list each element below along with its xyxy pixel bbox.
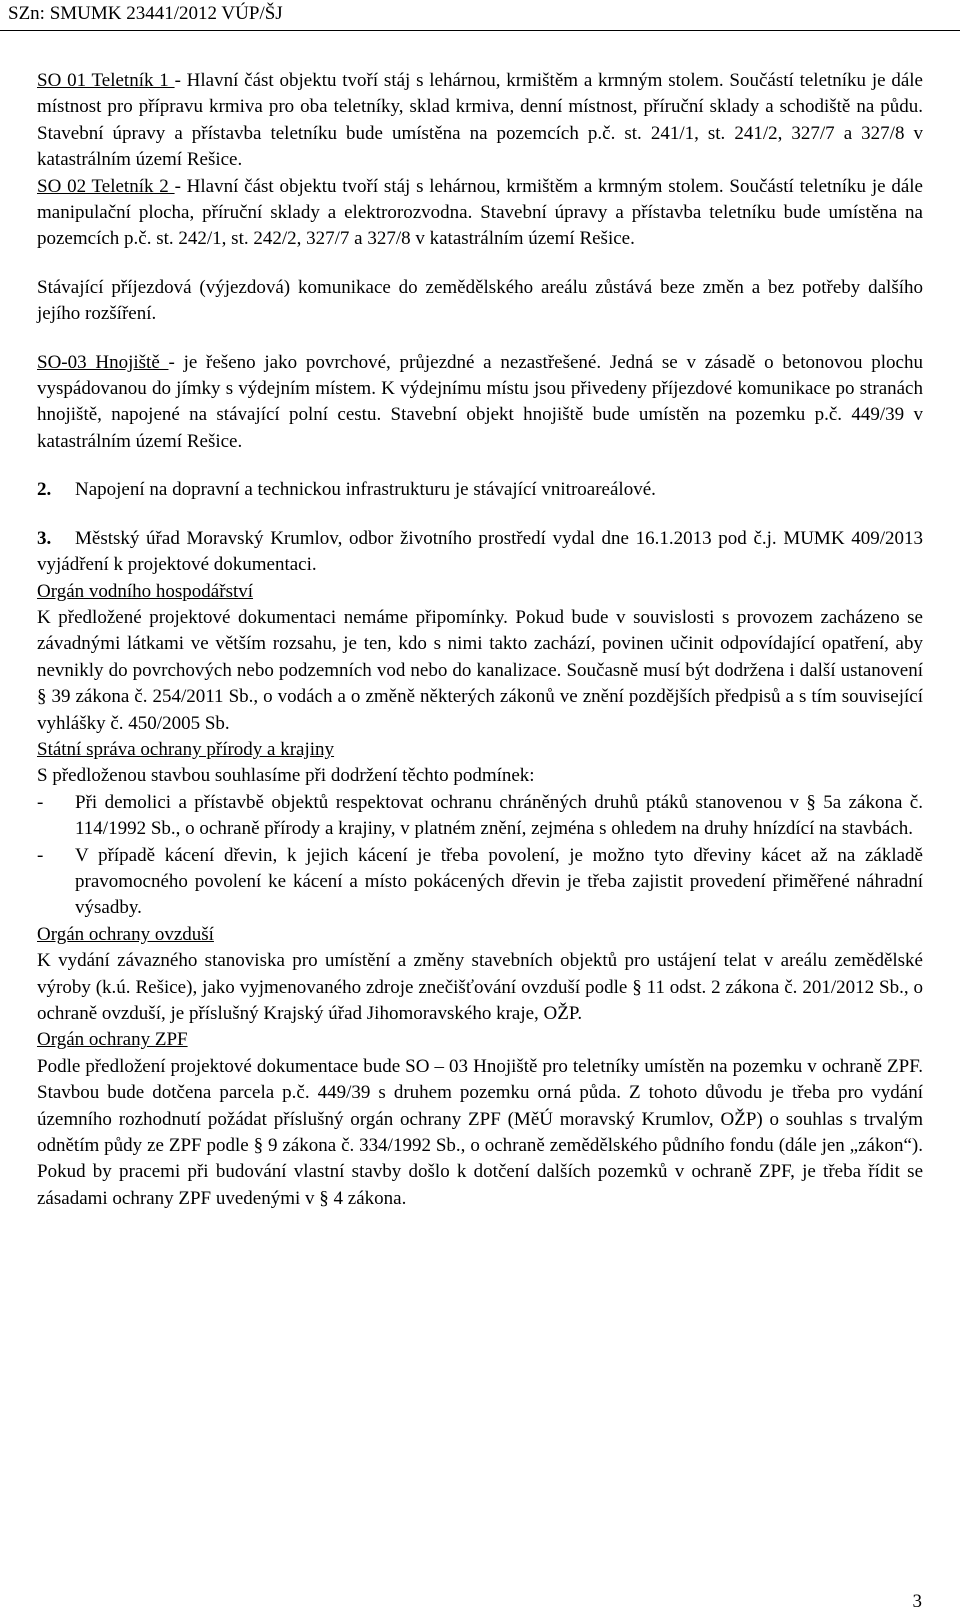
item-3	[37, 526, 923, 579]
air-heading: Orgán ochrany ovzduší	[37, 923, 214, 945]
water-text: K předložené projektové dokumentaci nemáme připomínky. Pokud bude v souvislosti s provozem zacházeno se závadnými látkami ve větším rozsahu, je ten, kdo s nimi takto zachází, povinen učinit odpovídající opatření, aby nevnikly do povrchových nebo podzemních vod nebo do kanalizace. Současně musí být dodržena i další ustanovení § 39 zákona č. 254/2011 Sb., o vodách a o změně některých zákonů ve znění pozdějších předpisů a s tím související vyhlášky č. 450/2005 Sb.	[37, 606, 923, 734]
nature-condition-1	[37, 790, 923, 843]
nature-condition-2	[37, 843, 923, 922]
zpf-text: Podle předložení projektové dokumentace bude SO – 03 Hnojiště pro teletníky umístěn na pozemku v ochraně ZPF. Stavbou bude dotčena parcela p.č. 449/39 s druhem pozemku orná půda. Z tohoto důvodu je třeba pro vydání územního rozhodnutí požádat příslušný orgán ochrany ZPF (MěÚ moravský Krumlov, OŽP) o souhlas s trvalým odnětím půdy ze ZPF podle § 9 zákona č. 334/1992 Sb., o ochraně zemědělského půdního fondu (dále jen „zákon“). Pokud by pracemi při budování vlastní stavby došlo k dotčení dalších pozemků v ochraně ZPF, je třeba řídit se zásadami ochrany ZPF uvedenými v § 4 zákona.	[37, 1055, 923, 1209]
so02-title: SO 02 Teletník 2	[37, 175, 175, 197]
nature-condition-1-text: Při demolici a přístavbě objektů respektovat ochranu chráněných druhů ptáků stanovenou v § 5a zákona č. 114/1992 Sb., o ochraně přírody a krajiny, v platném znění, zejména s ohledem na druhy hnízdící na stavbách.	[75, 791, 923, 840]
nature-condition-2-text: V případě kácení dřevin, k jejich kácení je třeba povolení, je možno tyto dřeviny kácet až na základě pravomocného povolení ke kácení a místo pokácených dřevin je třeba zajistit provedení přiměřené náhradní výsadby.	[75, 844, 923, 919]
dash-marker: -	[37, 844, 44, 866]
nature-intro: S předloženou stavbou souhlasíme při dodržení těchto podmínek:	[37, 765, 535, 787]
item-3-text: Městský úřad Moravský Krumlov, odbor životního prostředí vydal dne 16.1.2013 pod č.j. MUMK 409/2013 vyjádření k projektové dokumentaci.	[37, 527, 923, 576]
so03-paragraph	[37, 350, 923, 456]
document-body	[37, 68, 923, 1212]
so01-title: SO 01 Teletník 1	[37, 70, 175, 91]
so02-text: - Hlavní část objektu tvoří stáj s lehárnou, krmištěm a krmným stolem. Součástí teletníku je dále manipulační plocha, příruční sklady a elektrorozvodna. Stavební úpravy a přístavba teletníku bude umístěna na pozemcích p.č. st. 242/1, st. 242/2, 327/7 a 327/8 v katastrálním území Rešice.	[37, 175, 923, 250]
nature-heading: Státní správa ochrany přírody a krajiny	[37, 738, 335, 760]
so02-paragraph	[37, 174, 923, 253]
so03-text: - je řešeno jako povrchové, průjezdné a nezastřešené. Jedná se v zásadě o betonovou plochu vyspádovanou do jímky s výdejním místem. K výdejnímu místu jsou přivedeny příjezdové komunikace po stranách hnojiště, napojené na stávající polní cestu. Stavební objekt hnojiště bude umístěn na pozemku p.č. 449/39 v katastrálním území Rešice.	[37, 351, 923, 452]
water-heading: Orgán vodního hospodářství	[37, 580, 254, 602]
page-number: 3	[912, 1591, 922, 1612]
item-2-text: Napojení na dopravní a technickou infrastrukturu je stávající vnitroareálové.	[75, 479, 656, 501]
access-road-paragraph: Stávající příjezdová (výjezdová) komunikace do zemědělského areálu zůstává beze změn a bez potřeby dalšího jejího rozšíření.	[37, 276, 923, 325]
header-divider	[0, 30, 960, 31]
air-text: K vydání závazného stanoviska pro umístění a změny stavebních objektů pro ustájení telat v areálu zemědělské výroby (k.ú. Rešice), jako vyjmenovaného zdroje znečišťování ovzduší podle § 11 odst. 2 zákona č. 201/2012 Sb., o ochraně ovzduší, je příslušný Krajský úřad Jihomoravského kraje, OŽP.	[37, 950, 923, 1024]
so01-text: - Hlavní část objektu tvoří stáj s lehárnou, krmištěm a krmným stolem. Součástí teletníku je dále místnost pro přípravu krmiva pro oba teletníky, sklad krmiva, denní místnost, příruční sklady a schodiště na půdu. Stavební úpravy a přístavba teletníku bude umístěna na pozemcích p.č. st. 241/1, st. 241/2, 327/7 a 327/8 v katastrálním území Rešice.	[37, 70, 923, 171]
document-reference: SZn: SMUMK 23441/2012 VÚP/ŠJ	[8, 3, 283, 24]
item-2-number: 2.	[37, 479, 52, 501]
so03-title: SO-03 Hnojiště	[37, 351, 169, 373]
zpf-heading: Orgán ochrany ZPF	[37, 1029, 188, 1051]
item-2	[37, 477, 923, 503]
dash-marker: -	[37, 791, 44, 813]
so01-paragraph	[37, 68, 923, 174]
item-3-number: 3.	[37, 527, 52, 549]
